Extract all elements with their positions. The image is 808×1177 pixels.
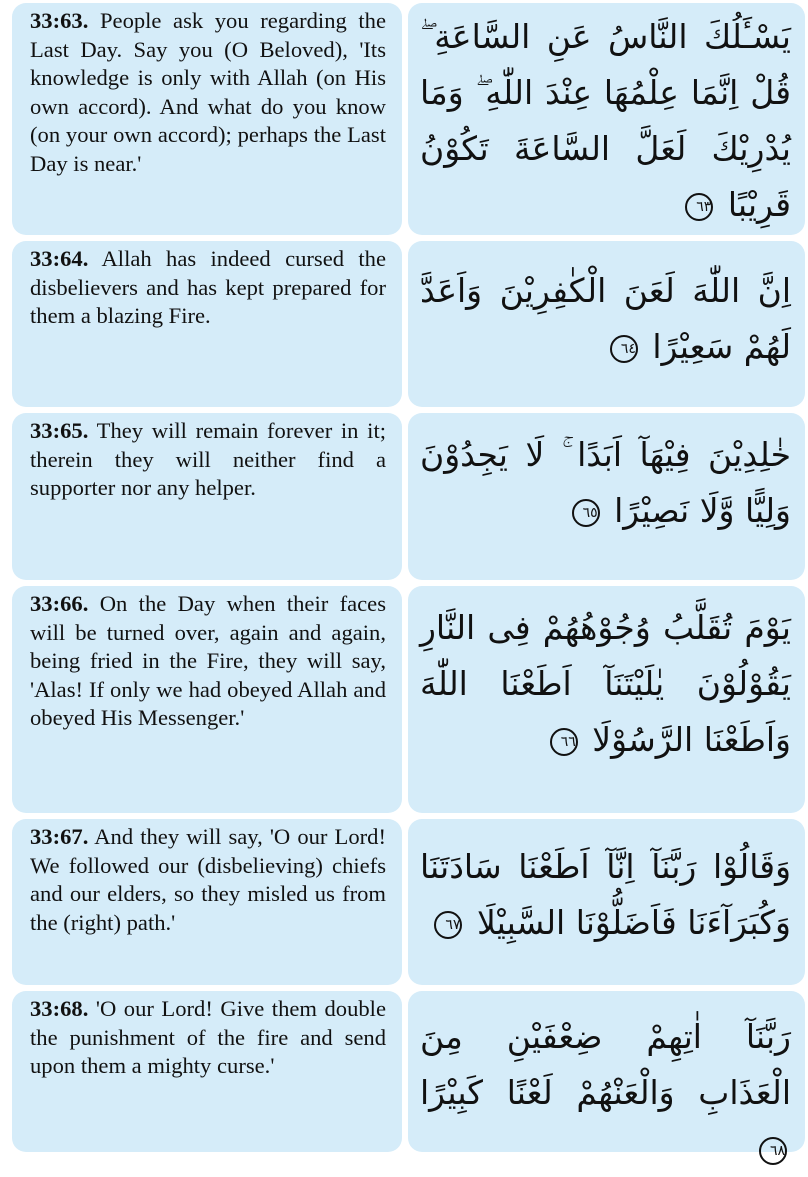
translation-body: 'O our Lord! Give them double the punishment of the fire and send upon them a mighty curse.' xyxy=(30,996,386,1079)
translation-box xyxy=(12,991,402,1152)
arabic-text xyxy=(420,1009,791,1177)
arabic-box xyxy=(408,819,805,985)
translation-body: And they will say, 'O our Lord! We followed our (disbelieving) chiefs and our elders, so they misled us from the (right) path.' xyxy=(30,824,386,935)
arabic-verse: اِنَّ اللّٰهَ لَعَنَ الْكٰفِرِيْنَ وَاَعَدَّ لَهُمْ سَعِيْرًا xyxy=(420,271,791,366)
verse-reference: 33:66. xyxy=(30,591,89,616)
translation-box xyxy=(12,241,402,407)
ayah-end-marker: ٦٤ xyxy=(610,335,638,363)
ayah-end-marker: ٦٧ xyxy=(434,911,462,939)
arabic-verse: يَسْـَٔلُكَ النَّاسُ عَنِ السَّاعَةِ ۖ قُلْ اِنَّمَا عِلْمُهَا عِنْدَ اللّٰهِ ۖ وَمَا يُدْرِيْكَ لَعَلَّ السَّاعَةَ تَكُوْنُ قَرِيْبًا xyxy=(420,17,791,224)
arabic-box xyxy=(408,586,805,813)
arabic-text xyxy=(420,9,791,233)
translation-box xyxy=(12,3,402,235)
ayah-end-marker: ٦٨ xyxy=(759,1137,787,1165)
arabic-text xyxy=(420,263,791,375)
ayah-end-marker: ٦٣ xyxy=(685,193,713,221)
arabic-text xyxy=(420,600,791,768)
arabic-verse: خٰلِدِيْنَ فِيْهَآ اَبَدًا ۚ لَا يَجِدُوْنَ وَلِيًّا وَّلَا نَصِيْرًا xyxy=(420,435,791,530)
translation-text xyxy=(30,823,386,937)
verse-reference: 33:64. xyxy=(30,246,89,271)
translation-text xyxy=(30,995,386,1081)
verse-row-68 xyxy=(12,991,802,1159)
arabic-text xyxy=(420,427,791,539)
verse-row-67 xyxy=(12,819,802,985)
translation-text xyxy=(30,417,386,503)
verse-row-66 xyxy=(12,586,802,813)
arabic-box xyxy=(408,3,805,235)
ayah-end-marker: ٦٥ xyxy=(572,499,600,527)
arabic-verse: يَوْمَ تُقَلَّبُ وُجُوْهُهُمْ فِى النَّارِ يَقُوْلُوْنَ يٰلَيْتَنَآ اَطَعْنَا اللّٰهَ وَاَطَعْنَا الرَّسُوْلَا xyxy=(420,608,791,759)
arabic-verse: رَبَّنَآ اٰتِهِمْ ضِعْفَيْنِ مِنَ الْعَذَابِ وَالْعَنْهُمْ لَعْنًا كَبِيْرًا xyxy=(420,1017,791,1112)
arabic-verse: وَقَالُوْا رَبَّنَآ اِنَّآ اَطَعْنَا سَادَتَنَا وَكُبَرَآءَنَا فَاَضَلُّوْنَا السَّبِيْلَا xyxy=(420,847,791,942)
arabic-text xyxy=(420,839,791,951)
translation-body: They will remain forever in it; therein they will neither find a supporter nor any helper. xyxy=(30,418,386,501)
arabic-box xyxy=(408,413,805,580)
translation-body: People ask you regarding the Last Day. Say you (O Beloved), 'Its knowledge is only with Allah (on His own accord). And what do you know (on your own accord); perhaps the Last Day is near.' xyxy=(30,8,386,176)
translation-body: Allah has indeed cursed the disbelievers and has kept prepared for them a blazing Fire. xyxy=(30,246,386,329)
arabic-box xyxy=(408,241,805,407)
translation-box xyxy=(12,413,402,580)
verse-row-65 xyxy=(12,413,802,580)
ayah-end-marker: ٦٦ xyxy=(550,728,578,756)
translation-text xyxy=(30,7,386,179)
translation-box xyxy=(12,819,402,985)
verse-reference: 33:67. xyxy=(30,824,89,849)
verse-reference: 33:68. xyxy=(30,996,89,1021)
translation-body: On the Day when their faces will be turned over, again and again, being fried in the Fire, they will say, 'Alas! If only we had obeyed Allah and obeyed His Messenger.' xyxy=(30,591,386,731)
verse-reference: 33:63. xyxy=(30,8,89,33)
verse-row-64 xyxy=(12,241,802,407)
arabic-box xyxy=(408,991,805,1159)
translation-box xyxy=(12,586,402,813)
verse-reference: 33:65. xyxy=(30,418,89,443)
verse-row-63 xyxy=(12,3,802,235)
translation-text xyxy=(30,590,386,733)
translation-text xyxy=(30,245,386,331)
